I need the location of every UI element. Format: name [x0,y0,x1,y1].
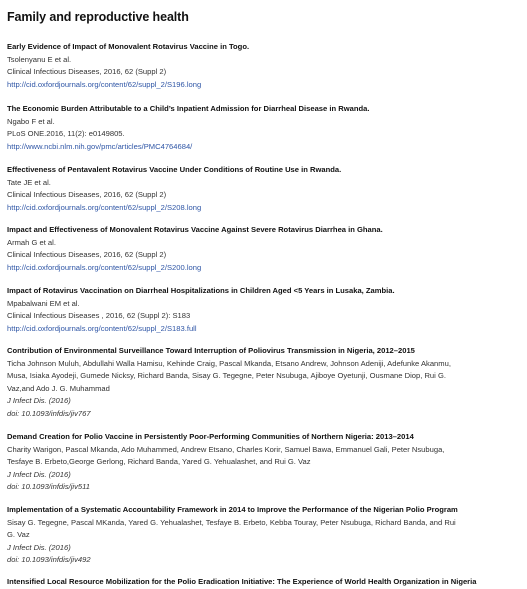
publication-title: Intensified Local Resource Mobilization for the Polio Eradication Initiative: The Experience of World Health Organization in Nigeria [7,577,477,586]
publication-entry [7,431,527,494]
publication-entry [7,103,527,153]
publication-authors-line: Charity Warigon, Pascal Mkanda, Ado Muhammed, Andrew Etsano, Charles Korir, Samuel Bawa, Emmanuel Gali, Peter Nsubuga, [7,444,445,454]
publication-title: The Economic Burden Attributable to a Child’s Inpatient Admission for Diarrheal Disease in Rwanda. [7,104,370,113]
publication-doi: doi: 10.1093/infdis/jiv492 [7,555,91,564]
publication-title: Impact of Rotavirus Vaccination on Diarrheal Hospitalizations in Children Aged <5 Years in Lusaka, Zambia. [7,286,395,295]
publication-title: Contribution of Environmental Surveillance Toward Interruption of Poliovirus Transmission in Nigeria, 2012–2015 [7,346,415,355]
publication-entry [7,285,527,335]
publication-entry [7,345,527,420]
publication-authors: Armah G et al. [7,237,56,247]
publication-citation: Clinical Infectious Diseases , 2016, 62 (Suppl 2): S183 [7,311,191,320]
publication-title: Early Evidence of Impact of Monovalent Rotavirus Vaccine in Togo. [7,42,250,51]
publication-link[interactable]: http://cid.oxfordjournals.org/content/62/suppl_2/S183.full [7,323,197,333]
publication-title: Demand Creation for Polio Vaccine in Persistently Poor-Performing Communities of Northern Nigeria: 2013–2014 [7,432,414,441]
publication-entry [7,576,527,589]
publication-journal: J Infect Dis. (2016) [7,396,71,405]
publication-authors: Tsolenyanu E et al. [7,54,72,64]
publication-link[interactable]: http://cid.oxfordjournals.org/content/62/suppl_2/S196.long [7,79,202,89]
publication-authors-line: Vaz,and Ado J. G. Muhammad [7,383,110,393]
publication-journal: J Infect Dis. (2016) [7,469,71,479]
publication-authors: Ngabo F et al. [7,116,55,126]
publication-authors-line: G. Vaz [7,530,30,539]
publication-citation: Clinical Infectious Diseases, 2016, 62 (Suppl 2) [7,67,167,76]
publication-entry [7,504,527,567]
publication-entry [7,164,527,214]
publication-authors-line: Sisay G. Tegegne, Pascal MKanda, Yared G. Yehualashet, Tesfaye B. Erbeto, Kebba Touray, Peter Nsubuga, Richard Banda, and Rui [7,517,456,527]
publication-citation: Clinical Infectious Diseases, 2016, 62 (Suppl 2) [7,250,167,259]
publication-authors: Mpabalwani EM et al. [7,298,80,308]
publication-authors-line: Tesfaye B. Erbeto,George Gerlong, Richard Banda, Yared G. Yehualashet, and Rui G. Vaz [7,457,311,466]
publication-citation: PLoS ONE.2016, 11(2): e0149805. [7,129,125,138]
publication-doi: doi: 10.1093/infdis/jiv511 [7,482,91,491]
publication-link[interactable]: http://cid.oxfordjournals.org/content/62/suppl_2/S200.long [7,262,202,272]
publication-journal: J Infect Dis. (2016) [7,542,71,552]
publication-citation: Clinical Infectious Diseases, 2016, 62 (Suppl 2) [7,190,167,199]
publication-authors-line: Musa, Isiaka Ayodeji, Gumede Nicksy, Richard Banda, Sisay G. Tegegne, Peter Nsubuga, Ajiboye Oyetunji, Ousmane Diop, Rui G. [7,371,446,380]
section-heading: Family and reproductive health [7,10,189,24]
publication-title: Implementation of a Systematic Accountability Framework in 2014 to Improve the Performance of the Nigerian Polio Program [7,505,458,514]
publication-authors: Tate JE et al. [7,177,51,187]
publication-entry [7,41,527,91]
publication-title: Effectiveness of Pentavalent Rotavirus Vaccine Under Conditions of Routine Use in Rwanda. [7,165,342,174]
publication-authors-line: Ticha Johnson Muluh, Abdullahi Walla Hamisu, Kehinde Craig, Pascal Mkanda, Etsano Andrew, Johnson Adeniji, Adefunke Akanmu, [7,358,451,368]
publication-link[interactable]: http://www.ncbi.nlm.nih.gov/pmc/articles/PMC4764684/ [7,141,193,151]
publication-link[interactable]: http://cid.oxfordjournals.org/content/62/suppl_2/S208.long [7,202,202,212]
publication-title: Impact and Effectiveness of Monovalent Rotavirus Vaccine Against Severe Rotavirus Diarrhea in Ghana. [7,225,383,234]
publication-entry [7,224,527,274]
publication-doi: doi: 10.1093/infdis/jiv767 [7,408,91,418]
